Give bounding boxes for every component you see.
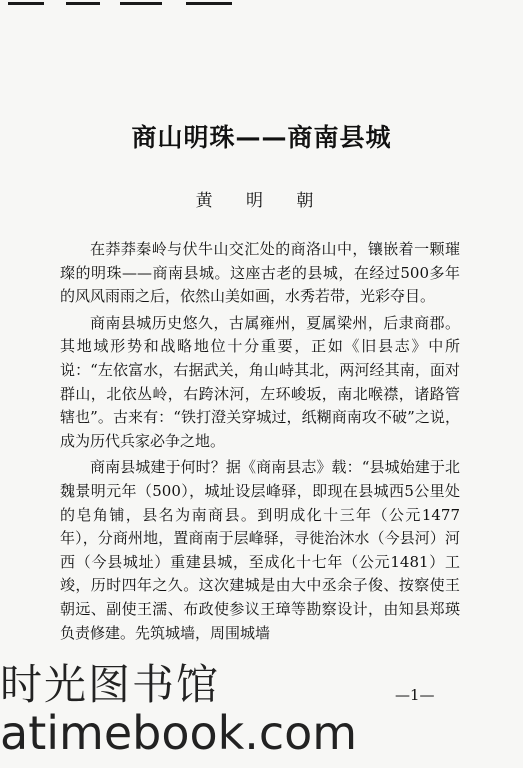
top-rule-bar [120,2,162,5]
article-body [60,238,460,648]
page-number: —1— [395,686,435,704]
top-rule-bar [8,2,44,5]
article-title: 商山明珠——商南县城 [131,123,392,152]
watermark-chinese: 时光图书馆 [0,660,221,709]
paragraph: 在莽莽秦岭与伏牛山交汇处的商洛山中，镶嵌着一颗璀璨的明珠——商南县城。这座古老的县城，在经过500多年的风风雨雨之后，依然山美如画，水秀若带，光彩夺目。 [60,240,460,306]
watermark-english: atimebook.com [0,706,358,760]
top-rule-bar [186,2,232,5]
paragraph: 商南县城历史悠久，古属雍州，夏属梁州，后隶商郡。其地域形势和战略地位十分重要，正如《旧县志》中所说：“左依富水，右据武关，角山峙其北，两河经其南，面对群山，北依丛岭，右跨沐河，左环峻坂，南北喉襟，诸路管辖也”。古来有：“铁打澄关穿城过，纸糊商南攻不破”之说，成为历代兵家必争之地。 [60,313,460,450]
top-rule-bars [0,0,523,10]
author-name: 黄 明 朝 [195,191,328,211]
paragraph: 商南县城建于何时？据《商南县志》载：“县城始建于北魏景明元年（500），城址设层峰驿，即现在县城西5公里处的皂角铺，县名为南商县。到明成化十三年（公元1477年），分商州地，置商南于层峰驿，寻徙治沐水（今县河）河西（今县城址）重建县城，至成化十七年（公元1481）工竣，历时四年之久。这次建城是由大中丞余子俊、按察使王朝远、副使王濡、布政使参议王璋等勘察设计，由知县郑瑛负责修建。先筑城墙，周围城墙 [60,458,460,642]
top-rule-bar [66,2,100,5]
